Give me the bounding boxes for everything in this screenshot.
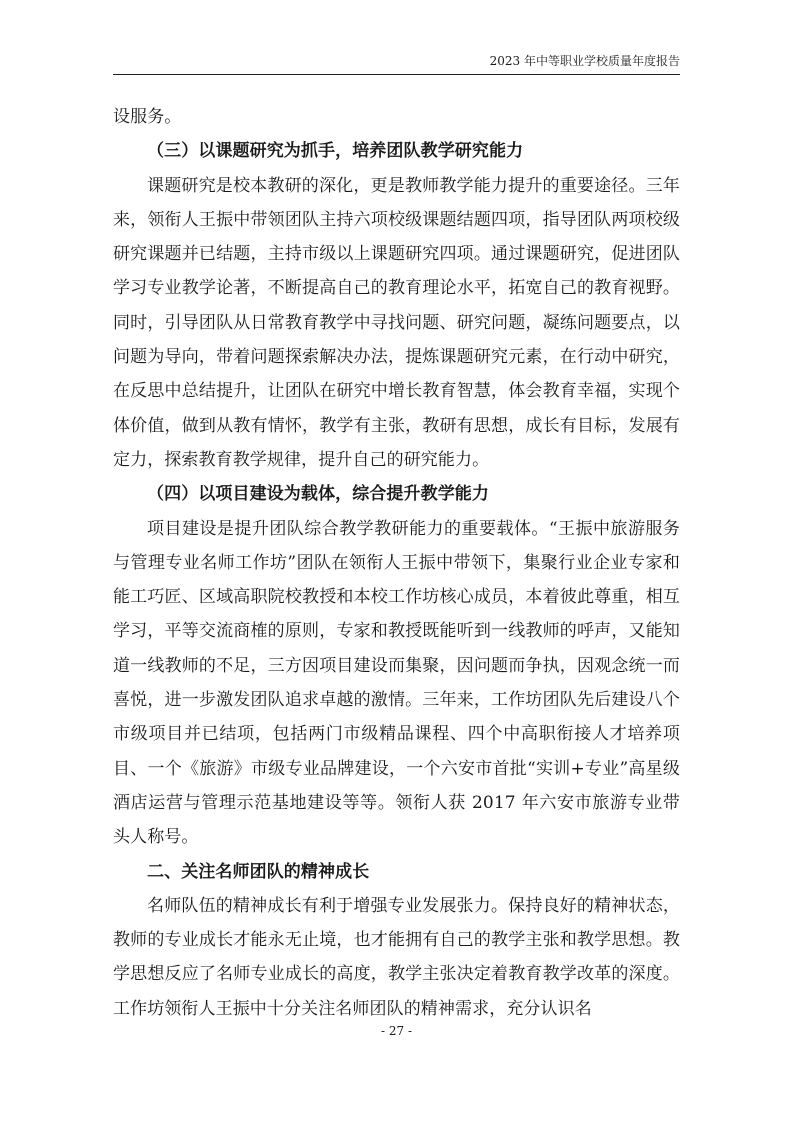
paragraph-project: 项目建设是提升团队综合教学教研能力的重要载体。“王振中旅游服务与管理专业名师工作坊”团队在领衔人王振中带领下，集聚行业企业专家和能工巧匠、区域高职院校教授和本校工作坊核心成员，本着彼此尊重，相互学习，平等交流商榷的原则，专家和教授既能听到一线教师的呼声，又能知道一线教师的不足，三方因项目建设而集聚，因问题而争执，因观念统一而喜悦，进一步激发团队追求卓越的激情。三年来，工作坊团队先后建设八个市级项目并已结项，包括两门市级精品课程、四个中高职衔接人才培养项目、一个《旅游》市级专业品牌建设，一个六安市首批“实训+专业”高星级酒店运营与管理示范基地建设等等。领衔人获 2017 年六安市旅游专业带头人称号。 — [113, 518, 680, 848]
section-heading-3: （三）以课题研究为抓手，培养团队教学研究能力 — [147, 141, 524, 162]
page-number: - 27 - — [380, 1024, 412, 1038]
header-rule — [113, 74, 680, 75]
paragraph-spirit: 名师队伍的精神成长有利于增强专业发展张力。保持良好的精神状态，教师的专业成长才能永无止境，也才能拥有自己的教学主张和教学思想。教学思想反应了名师专业成长的高度，教学主张决定着教育教学改革的深度。工作坊领衔人王振中十分关注名师团队的精神需求，充分认识名 — [113, 895, 680, 1019]
page-body — [113, 100, 680, 1026]
chapter-heading-2: 二、关注名师团队的精神成长 — [147, 861, 370, 882]
section-heading-4: （四）以项目建设为载体，综合提升教学能力 — [147, 484, 489, 505]
paragraph-continuation: 设服务。 — [113, 107, 182, 127]
running-header: 2023 年中等职业学校质量年度报告 — [489, 54, 680, 68]
paragraph-research: 课题研究是校本教研的深化，更是教师教学能力提升的重要途径。三年来，领衔人王振中带领团队主持六项校级课题结题四项，指导团队两项校级研究课题并已结题，主持市级以上课题研究四项。通过课题研究，促进团队学习专业教学论著，不断提高自己的教育理论水平，拓宽自己的教育视野。同时，引导团队从日常教育教学中寻找问题、研究问题，凝练问题要点，以问题为导向，带着问题探索解决办法，提炼课题研究元素，在行动中研究，在反思中总结提升，让团队在研究中增长教育智慧，体会教育幸福，实现个体价值，做到从教有情怀，教学有主张，教研有思想，成长有目标，发展有定力，探索教育教学规律，提升自己的研究能力。 — [113, 175, 680, 470]
